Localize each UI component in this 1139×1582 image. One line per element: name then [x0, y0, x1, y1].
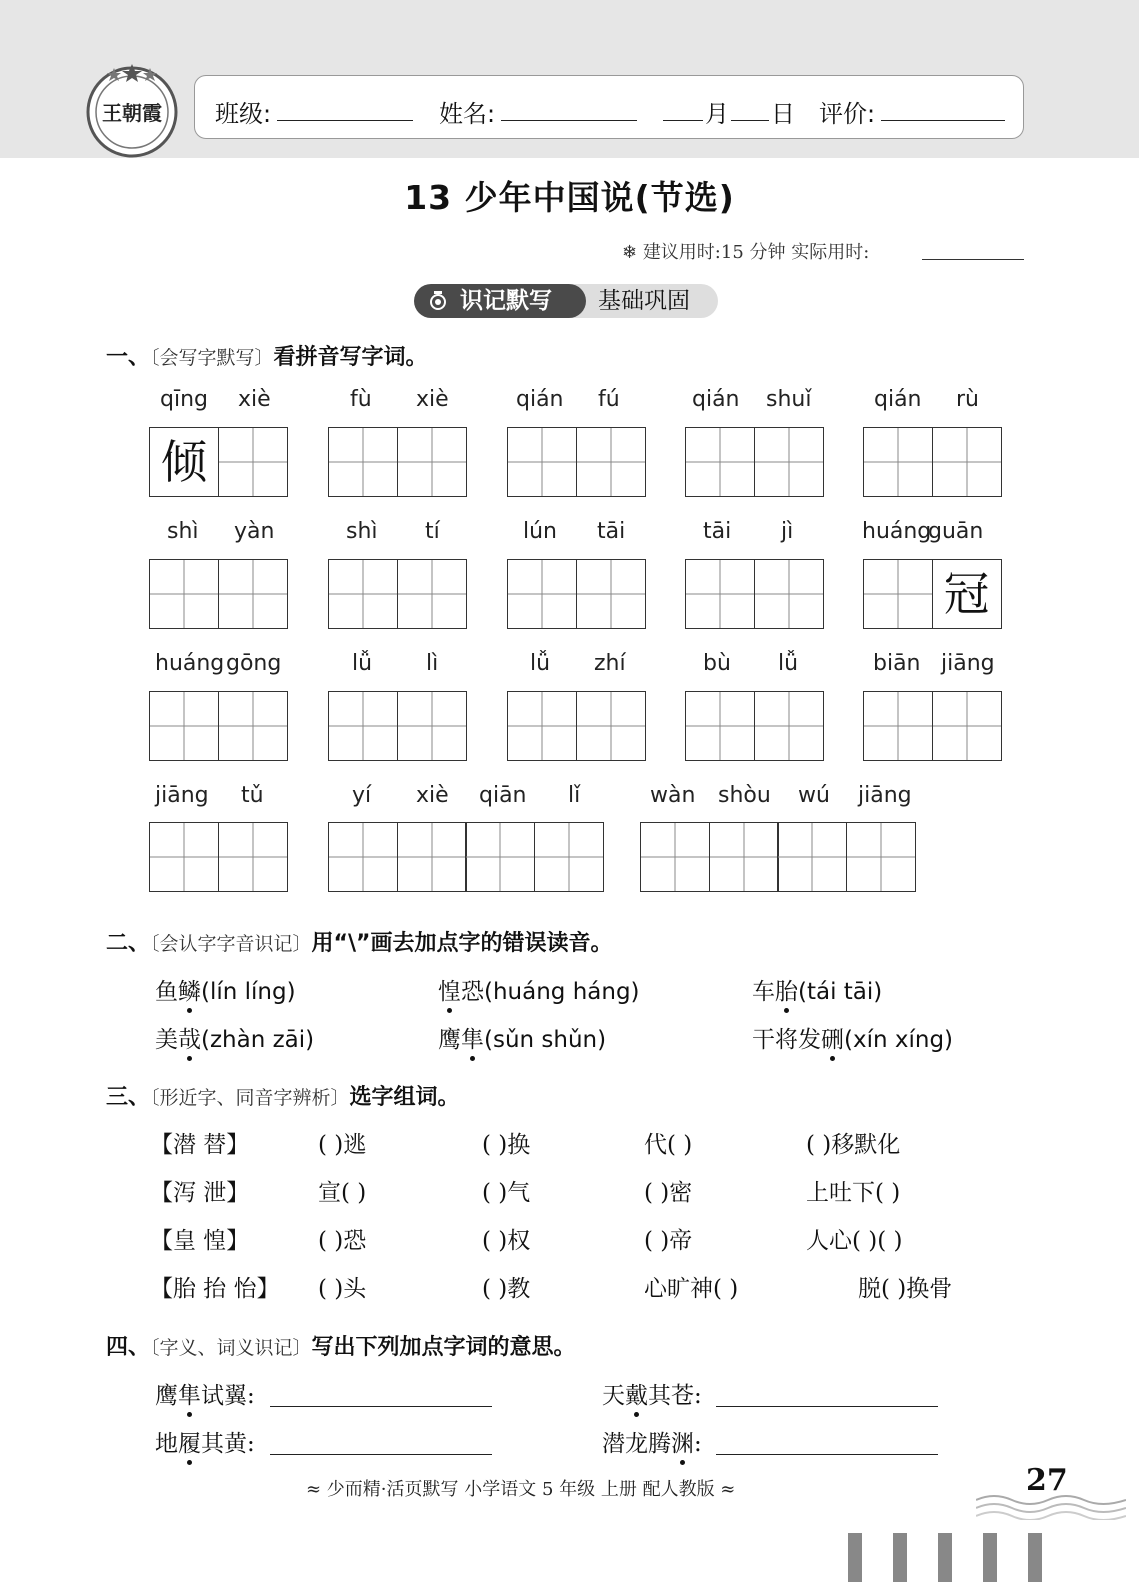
- word-part: 恐: [461, 979, 484, 1005]
- fill-blank[interactable]: ( )逃: [318, 1132, 367, 1158]
- logo-text: 王朝霞: [102, 101, 162, 125]
- pinyin: qiān: [479, 783, 527, 808]
- word-part: 天: [602, 1383, 625, 1409]
- dotted-char: 隼: [461, 1027, 484, 1053]
- section-banner-dark-label: 识记默写: [460, 288, 552, 314]
- char-cell[interactable]: [685, 559, 755, 629]
- char-cell[interactable]: [863, 559, 933, 629]
- fill-blank[interactable]: ( )恐: [318, 1228, 367, 1254]
- answer-line[interactable]: [716, 1406, 938, 1407]
- char-cell[interactable]: [754, 559, 824, 629]
- month-label: 月: [705, 100, 729, 128]
- dotted-char: 戴: [625, 1383, 648, 1409]
- class-label: 班级:: [215, 100, 272, 128]
- char-cell[interactable]: [465, 822, 535, 892]
- footer-text: ≈ 少而精·活页默写 小学语文 5 年级 上册 配人教版 ≈: [306, 1479, 736, 1500]
- char-cell[interactable]: [709, 822, 779, 892]
- fill-blank[interactable]: ( )移默化: [806, 1132, 901, 1158]
- suggested-time: 建议用时:15 分钟: [642, 242, 786, 263]
- pinyin: lǐ: [568, 783, 581, 808]
- dotted-char: 鳞: [178, 979, 201, 1005]
- word-part: 车: [752, 979, 775, 1005]
- char-cell[interactable]: [149, 691, 219, 761]
- pinyin: yàn: [234, 519, 275, 544]
- pinyin: qīng: [160, 387, 208, 412]
- pinyin: wú: [798, 783, 830, 808]
- char-cell[interactable]: [576, 559, 646, 629]
- section-four-question: 写出下列加点字词的意思。: [311, 1335, 576, 1360]
- dotted-char: 渊: [671, 1431, 694, 1457]
- pinyin: shì: [167, 519, 199, 544]
- pronunciation-item: [752, 973, 882, 1006]
- section-one-tag: 〔会写字默写〕: [150, 347, 274, 369]
- fill-blank[interactable]: ( )教: [482, 1276, 531, 1302]
- pinyin: shì: [346, 519, 378, 544]
- pinyin: xiè: [238, 387, 271, 412]
- fill-blank[interactable]: 心旷神( ): [644, 1276, 739, 1302]
- dotted-char: 胎: [775, 979, 798, 1005]
- word-part: 其苍:: [648, 1383, 702, 1409]
- pinyin: xiè: [416, 387, 449, 412]
- char-cell[interactable]: [328, 427, 398, 497]
- section-three-num: 三、: [106, 1085, 151, 1110]
- answer-line[interactable]: [270, 1454, 492, 1455]
- char-grid: [328, 559, 465, 629]
- pinyin: yí: [352, 783, 372, 808]
- fill-blank[interactable]: ( )密: [644, 1180, 693, 1206]
- char-grid: [863, 559, 1000, 629]
- brand-logo: [84, 62, 180, 158]
- edge-mark: [1028, 1533, 1042, 1582]
- name-label: 姓名:: [439, 100, 496, 128]
- char-cell[interactable]: [149, 427, 219, 497]
- filled-char: 倾: [150, 428, 218, 496]
- char-grid: [685, 691, 822, 761]
- char-grid: [863, 691, 1000, 761]
- char-cell[interactable]: [685, 691, 755, 761]
- char-cell[interactable]: [149, 559, 219, 629]
- pinyin: fú: [598, 387, 620, 412]
- reading-options[interactable]: (zhàn zāi): [201, 1027, 315, 1053]
- word-part: 干将发: [752, 1027, 821, 1053]
- pinyin: lún: [523, 519, 557, 544]
- word-part: :: [694, 1431, 702, 1457]
- char-grid: [507, 427, 644, 497]
- pinyin: qián: [516, 387, 564, 412]
- char-cell[interactable]: [507, 559, 577, 629]
- pinyin: wàn: [650, 783, 696, 808]
- fill-blank[interactable]: ( )气: [482, 1180, 531, 1206]
- word-part: 鹰: [155, 1383, 178, 1409]
- pinyin: zhí: [594, 651, 626, 676]
- meaning-item: [155, 1425, 255, 1458]
- pinyin: tāi: [597, 519, 626, 544]
- pinyin: jiāng: [858, 783, 912, 808]
- dotted-char: 惶: [438, 979, 461, 1005]
- char-cell[interactable]: [534, 822, 604, 892]
- section-three-heading: [106, 1080, 460, 1111]
- pinyin: jiāng: [155, 783, 209, 808]
- char-cell[interactable]: [932, 427, 1002, 497]
- char-grid: [149, 822, 286, 892]
- char-cell[interactable]: [640, 822, 710, 892]
- pinyin: qián: [692, 387, 740, 412]
- pinyin: gōng: [226, 651, 282, 676]
- char-cell[interactable]: [863, 691, 933, 761]
- section-two-num: 二、: [106, 931, 151, 956]
- char-cell[interactable]: [576, 427, 646, 497]
- page-title: 13 少年中国说(节选): [404, 178, 735, 217]
- dotted-char: 隼: [178, 1383, 201, 1409]
- pinyin: biān: [873, 651, 921, 676]
- actual-time-field[interactable]: [922, 259, 1024, 260]
- pronunciation-item: [438, 973, 640, 1006]
- char-grid: [149, 559, 286, 629]
- char-cell[interactable]: [846, 822, 916, 892]
- dotted-char: 硎: [821, 1027, 844, 1053]
- section-one-heading: [106, 340, 428, 371]
- dotted-char: 哉: [178, 1027, 201, 1053]
- char-grid: [685, 427, 822, 497]
- fill-blank[interactable]: 代( ): [644, 1132, 693, 1158]
- reading-options[interactable]: (lín líng): [201, 979, 296, 1005]
- section-banner-light: 基础巩固: [570, 284, 718, 318]
- pronunciation-item: [155, 1021, 314, 1054]
- char-grid: [507, 559, 644, 629]
- pinyin: tí: [425, 519, 440, 544]
- pinyin: rù: [956, 387, 979, 412]
- answer-line[interactable]: [270, 1406, 492, 1407]
- edge-mark: [938, 1533, 952, 1582]
- name-field[interactable]: [501, 120, 637, 121]
- section-four-tag: 〔字义、词义识记〕: [150, 1337, 312, 1359]
- pinyin: lǚ: [530, 651, 551, 676]
- page-number: 27: [1026, 1463, 1068, 1498]
- char-grid: [640, 822, 914, 892]
- pinyin: bù: [703, 651, 731, 676]
- char-cell[interactable]: [932, 691, 1002, 761]
- actual-time-label: 实际用时:: [791, 242, 870, 263]
- pinyin: lì: [426, 651, 439, 676]
- char-cell[interactable]: [397, 427, 467, 497]
- char-cell[interactable]: [397, 822, 467, 892]
- pinyin: jì: [781, 519, 794, 544]
- word-part: 潜龙腾: [602, 1431, 671, 1457]
- fill-blank[interactable]: ( )头: [318, 1276, 367, 1302]
- char-group: 【胎 抬 怡】: [150, 1276, 280, 1302]
- reading-options[interactable]: (huáng háng): [484, 979, 640, 1005]
- day-field[interactable]: [731, 120, 769, 121]
- class-field[interactable]: [277, 120, 413, 121]
- snowflake-icon: ❄: [622, 242, 643, 263]
- fill-blank[interactable]: 宣( ): [318, 1180, 367, 1206]
- fill-blank[interactable]: ( )换: [482, 1132, 531, 1158]
- word-part: 美: [155, 1027, 178, 1053]
- pinyin: huáng: [862, 519, 932, 544]
- char-grid: [149, 691, 286, 761]
- char-grid: [328, 691, 465, 761]
- section-banner-dark: [414, 284, 586, 318]
- char-cell[interactable]: [218, 559, 288, 629]
- pinyin: huáng: [155, 651, 225, 676]
- word-part: 其黄:: [201, 1431, 255, 1457]
- pinyin: jiāng: [941, 651, 995, 676]
- fill-blank[interactable]: ( )帝: [644, 1228, 693, 1254]
- meaning-item: [155, 1377, 255, 1410]
- char-group: 【泻 泄】: [150, 1180, 250, 1206]
- pinyin: xiè: [416, 783, 449, 808]
- char-grid: [507, 691, 644, 761]
- word-part: 试翼:: [201, 1383, 255, 1409]
- fill-blank[interactable]: 人心( )( ): [806, 1228, 903, 1254]
- edge-mark: [983, 1533, 997, 1582]
- pinyin: tāi: [703, 519, 732, 544]
- eval-field[interactable]: [881, 120, 1005, 121]
- char-cell[interactable]: [218, 427, 288, 497]
- section-four-heading: [106, 1330, 576, 1361]
- section-two-question: 用“\”画去加点字的错误读音。: [311, 931, 613, 956]
- filled-char: 冠: [933, 560, 1001, 628]
- word-part: 鱼: [155, 979, 178, 1005]
- section-three-tag: 〔形近字、同音字辨析〕: [150, 1087, 350, 1109]
- char-cell[interactable]: [218, 691, 288, 761]
- section-one-question: 看拼音写字词。: [273, 345, 428, 370]
- pronunciation-item: [752, 1021, 953, 1054]
- reading-options[interactable]: (tái tāi): [798, 979, 883, 1005]
- student-info-box: [194, 75, 1024, 139]
- pinyin: lǚ: [778, 651, 799, 676]
- pronunciation-item: [155, 973, 296, 1006]
- char-cell[interactable]: [685, 427, 755, 497]
- char-grid: [149, 427, 286, 497]
- char-group: 【潜 替】: [150, 1132, 250, 1158]
- char-cell[interactable]: [754, 691, 824, 761]
- char-grid: [685, 559, 822, 629]
- char-cell[interactable]: [328, 691, 398, 761]
- medal-icon: [428, 291, 448, 311]
- reading-options[interactable]: (sǔn shǔn): [484, 1027, 607, 1053]
- pinyin: qián: [874, 387, 922, 412]
- section-one-num: 一、: [106, 345, 151, 370]
- meaning-item: [602, 1377, 702, 1410]
- dotted-char: 履: [178, 1431, 201, 1457]
- char-cell[interactable]: [507, 427, 577, 497]
- section-four-num: 四、: [106, 1335, 151, 1360]
- word-part: 鹰: [438, 1027, 461, 1053]
- pinyin: guān: [928, 519, 984, 544]
- char-cell[interactable]: [149, 822, 219, 892]
- char-cell[interactable]: [328, 822, 398, 892]
- reading-options[interactable]: (xín xíng): [844, 1027, 954, 1053]
- char-cell[interactable]: [863, 427, 933, 497]
- char-cell[interactable]: [507, 691, 577, 761]
- fill-blank[interactable]: 脱( )换骨: [858, 1276, 953, 1302]
- month-field[interactable]: [663, 120, 703, 121]
- char-cell[interactable]: [328, 559, 398, 629]
- pinyin: shuǐ: [766, 387, 812, 412]
- char-cell[interactable]: [576, 691, 646, 761]
- meaning-item: [602, 1425, 702, 1458]
- time-row: [622, 238, 869, 264]
- pinyin: fù: [350, 387, 372, 412]
- edge-mark: [893, 1533, 907, 1582]
- day-label: 日: [771, 100, 795, 128]
- char-cell[interactable]: [932, 559, 1002, 629]
- section-three-question: 选字组词。: [349, 1085, 460, 1110]
- char-cell[interactable]: [397, 559, 467, 629]
- char-group: 【皇 惶】: [150, 1228, 250, 1254]
- char-cell[interactable]: [218, 822, 288, 892]
- eval-label: 评价:: [819, 100, 876, 128]
- char-cell[interactable]: [777, 822, 847, 892]
- pronunciation-item: [438, 1021, 606, 1054]
- pinyin: tǔ: [241, 783, 264, 808]
- word-part: 地: [155, 1431, 178, 1457]
- fill-blank[interactable]: 上吐下( ): [806, 1180, 901, 1206]
- fill-blank[interactable]: ( )权: [482, 1228, 531, 1254]
- edge-mark: [848, 1533, 862, 1582]
- char-grid: [328, 427, 465, 497]
- pinyin: lǚ: [352, 651, 373, 676]
- char-grid: [863, 427, 1000, 497]
- section-two-heading: [106, 926, 613, 957]
- pinyin: shòu: [718, 783, 771, 808]
- char-cell[interactable]: [754, 427, 824, 497]
- section-two-tag: 〔会认字字音识记〕: [150, 933, 312, 955]
- char-grid: [328, 822, 602, 892]
- char-cell[interactable]: [397, 691, 467, 761]
- answer-line[interactable]: [716, 1454, 938, 1455]
